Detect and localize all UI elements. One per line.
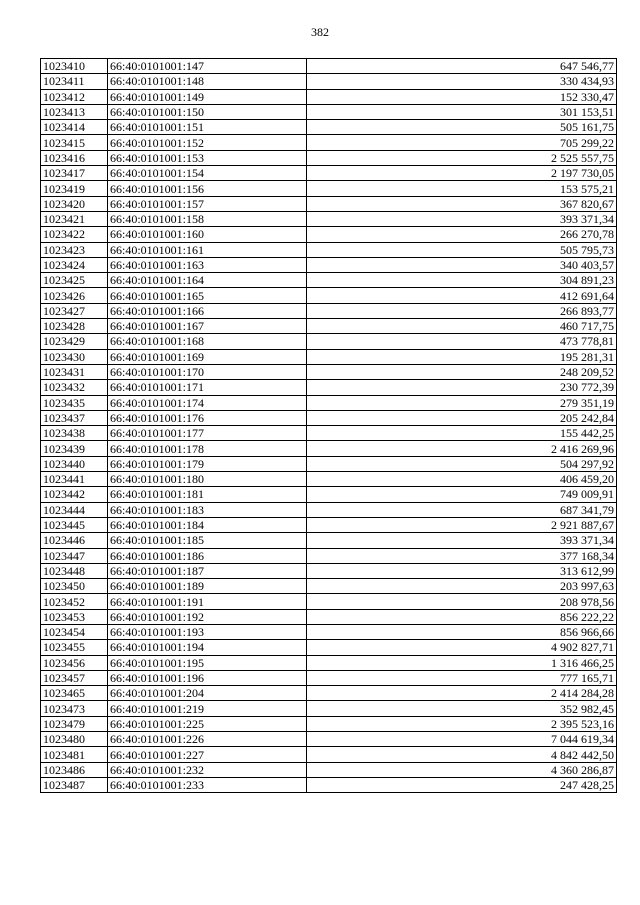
- table-row: [41, 273, 617, 288]
- record-id-cell: 1023428: [41, 319, 108, 334]
- cadastral-value-cell: 340 403,57: [307, 257, 617, 272]
- cadastral-number-cell: 66:40:0101001:150: [108, 104, 307, 119]
- record-id-cell: 1023429: [41, 334, 108, 349]
- table-row: [41, 624, 617, 639]
- record-id-cell: 1023432: [41, 380, 108, 395]
- record-id-cell: 1023416: [41, 150, 108, 165]
- cadastral-number-cell: 66:40:0101001:151: [108, 120, 307, 135]
- cadastral-number-cell: 66:40:0101001:156: [108, 181, 307, 196]
- record-id-cell: 1023424: [41, 257, 108, 272]
- table-row: [41, 502, 617, 517]
- table-row: [41, 762, 617, 777]
- table-row: [41, 257, 617, 272]
- table-row: [41, 364, 617, 379]
- cadastral-value-cell: 1 316 466,25: [307, 655, 617, 670]
- record-id-cell: 1023455: [41, 640, 108, 655]
- cadastral-value-cell: 313 612,99: [307, 563, 617, 578]
- cadastral-value-cell: 504 297,92: [307, 456, 617, 471]
- record-id-cell: 1023446: [41, 533, 108, 548]
- cadastral-value-cell: 777 165,71: [307, 670, 617, 685]
- cadastral-number-cell: 66:40:0101001:179: [108, 456, 307, 471]
- cadastral-value-cell: 2 395 523,16: [307, 716, 617, 731]
- cadastral-value-cell: 856 222,22: [307, 609, 617, 624]
- record-id-cell: 1023430: [41, 349, 108, 364]
- table-row: [41, 487, 617, 502]
- table-row: [41, 640, 617, 655]
- record-id-cell: 1023431: [41, 364, 108, 379]
- cadastral-number-cell: 66:40:0101001:149: [108, 89, 307, 104]
- cadastral-value-cell: 266 270,78: [307, 227, 617, 242]
- table-row: [41, 104, 617, 119]
- table-row: [41, 135, 617, 150]
- table-row: [41, 701, 617, 716]
- table-row: [41, 319, 617, 334]
- record-id-cell: 1023413: [41, 104, 108, 119]
- record-id-cell: 1023442: [41, 487, 108, 502]
- cadastral-number-cell: 66:40:0101001:193: [108, 624, 307, 639]
- cadastral-value-cell: 367 820,67: [307, 196, 617, 211]
- cadastral-number-cell: 66:40:0101001:174: [108, 395, 307, 410]
- cadastral-number-cell: 66:40:0101001:183: [108, 502, 307, 517]
- table-row: [41, 89, 617, 104]
- cadastral-number-cell: 66:40:0101001:192: [108, 609, 307, 624]
- cadastral-number-cell: 66:40:0101001:177: [108, 426, 307, 441]
- cadastral-number-cell: 66:40:0101001:185: [108, 533, 307, 548]
- cadastral-number-cell: 66:40:0101001:226: [108, 732, 307, 747]
- cadastral-number-cell: 66:40:0101001:170: [108, 364, 307, 379]
- cadastral-value-cell: 473 778,81: [307, 334, 617, 349]
- cadastral-value-cell: 203 997,63: [307, 579, 617, 594]
- table-row: [41, 395, 617, 410]
- cadastral-number-cell: 66:40:0101001:165: [108, 288, 307, 303]
- cadastral-value-cell: 7 044 619,34: [307, 732, 617, 747]
- cadastral-number-cell: 66:40:0101001:147: [108, 59, 307, 74]
- cadastral-number-cell: 66:40:0101001:169: [108, 349, 307, 364]
- table-row: [41, 777, 617, 792]
- table-row: [41, 211, 617, 226]
- cadastral-value-cell: 856 966,66: [307, 624, 617, 639]
- cadastral-number-cell: 66:40:0101001:153: [108, 150, 307, 165]
- record-id-cell: 1023457: [41, 670, 108, 685]
- record-id-cell: 1023417: [41, 166, 108, 181]
- cadastral-number-cell: 66:40:0101001:166: [108, 303, 307, 318]
- registry-table: [40, 58, 617, 793]
- cadastral-number-cell: 66:40:0101001:168: [108, 334, 307, 349]
- table-row: [41, 548, 617, 563]
- record-id-cell: 1023447: [41, 548, 108, 563]
- table-row: [41, 242, 617, 257]
- cadastral-number-cell: 66:40:0101001:164: [108, 273, 307, 288]
- record-id-cell: 1023481: [41, 747, 108, 762]
- table-row: [41, 166, 617, 181]
- cadastral-number-cell: 66:40:0101001:194: [108, 640, 307, 655]
- record-id-cell: 1023454: [41, 624, 108, 639]
- record-id-cell: 1023422: [41, 227, 108, 242]
- cadastral-value-cell: 377 168,34: [307, 548, 617, 563]
- cadastral-number-cell: 66:40:0101001:225: [108, 716, 307, 731]
- cadastral-number-cell: 66:40:0101001:196: [108, 670, 307, 685]
- record-id-cell: 1023456: [41, 655, 108, 670]
- cadastral-value-cell: 266 893,77: [307, 303, 617, 318]
- cadastral-value-cell: 460 717,75: [307, 319, 617, 334]
- table-row: [41, 732, 617, 747]
- table-row: [41, 196, 617, 211]
- cadastral-value-cell: 330 434,93: [307, 74, 617, 89]
- cadastral-number-cell: 66:40:0101001:180: [108, 472, 307, 487]
- record-id-cell: 1023487: [41, 777, 108, 792]
- cadastral-number-cell: 66:40:0101001:152: [108, 135, 307, 150]
- cadastral-number-cell: 66:40:0101001:181: [108, 487, 307, 502]
- table-row: [41, 227, 617, 242]
- cadastral-number-cell: 66:40:0101001:227: [108, 747, 307, 762]
- cadastral-number-cell: 66:40:0101001:195: [108, 655, 307, 670]
- record-id-cell: 1023426: [41, 288, 108, 303]
- table-row: [41, 441, 617, 456]
- cadastral-value-cell: 647 546,77: [307, 59, 617, 74]
- cadastral-value-cell: 4 842 442,50: [307, 747, 617, 762]
- cadastral-number-cell: 66:40:0101001:187: [108, 563, 307, 578]
- record-id-cell: 1023410: [41, 59, 108, 74]
- record-id-cell: 1023419: [41, 181, 108, 196]
- cadastral-number-cell: 66:40:0101001:154: [108, 166, 307, 181]
- record-id-cell: 1023437: [41, 410, 108, 425]
- table-row: [41, 472, 617, 487]
- cadastral-value-cell: 2 525 557,75: [307, 150, 617, 165]
- cadastral-number-cell: 66:40:0101001:232: [108, 762, 307, 777]
- record-id-cell: 1023435: [41, 395, 108, 410]
- table-row: [41, 533, 617, 548]
- record-id-cell: 1023486: [41, 762, 108, 777]
- cadastral-value-cell: 2 416 269,96: [307, 441, 617, 456]
- cadastral-value-cell: 279 351,19: [307, 395, 617, 410]
- cadastral-value-cell: 301 153,51: [307, 104, 617, 119]
- table-row: [41, 120, 617, 135]
- cadastral-value-cell: 352 982,45: [307, 701, 617, 716]
- cadastral-number-cell: 66:40:0101001:163: [108, 257, 307, 272]
- table-row: [41, 288, 617, 303]
- cadastral-number-cell: 66:40:0101001:184: [108, 517, 307, 532]
- table-row: [41, 334, 617, 349]
- cadastral-number-cell: 66:40:0101001:219: [108, 701, 307, 716]
- table-row: [41, 594, 617, 609]
- cadastral-number-cell: 66:40:0101001:233: [108, 777, 307, 792]
- record-id-cell: 1023425: [41, 273, 108, 288]
- cadastral-number-cell: 66:40:0101001:191: [108, 594, 307, 609]
- record-id-cell: 1023414: [41, 120, 108, 135]
- cadastral-number-cell: 66:40:0101001:176: [108, 410, 307, 425]
- record-id-cell: 1023420: [41, 196, 108, 211]
- cadastral-value-cell: 393 371,34: [307, 533, 617, 548]
- record-id-cell: 1023473: [41, 701, 108, 716]
- table-row: [41, 456, 617, 471]
- cadastral-value-cell: 304 891,23: [307, 273, 617, 288]
- cadastral-number-cell: 66:40:0101001:204: [108, 686, 307, 701]
- cadastral-number-cell: 66:40:0101001:186: [108, 548, 307, 563]
- record-id-cell: 1023411: [41, 74, 108, 89]
- table-row: [41, 563, 617, 578]
- record-id-cell: 1023421: [41, 211, 108, 226]
- registry-table-body: [41, 59, 617, 793]
- cadastral-value-cell: 208 978,56: [307, 594, 617, 609]
- cadastral-value-cell: 705 299,22: [307, 135, 617, 150]
- table-row: [41, 670, 617, 685]
- table-row: [41, 410, 617, 425]
- record-id-cell: 1023480: [41, 732, 108, 747]
- cadastral-value-cell: 687 341,79: [307, 502, 617, 517]
- table-row: [41, 426, 617, 441]
- record-id-cell: 1023450: [41, 579, 108, 594]
- cadastral-value-cell: 505 161,75: [307, 120, 617, 135]
- cadastral-value-cell: 153 575,21: [307, 181, 617, 196]
- table-row: [41, 655, 617, 670]
- table-row: [41, 686, 617, 701]
- cadastral-number-cell: 66:40:0101001:161: [108, 242, 307, 257]
- record-id-cell: 1023452: [41, 594, 108, 609]
- cadastral-value-cell: 155 442,25: [307, 426, 617, 441]
- cadastral-value-cell: 248 209,52: [307, 364, 617, 379]
- cadastral-value-cell: 749 009,91: [307, 487, 617, 502]
- table-row: [41, 380, 617, 395]
- page-number: 382: [311, 25, 329, 39]
- record-id-cell: 1023441: [41, 472, 108, 487]
- table-row: [41, 609, 617, 624]
- cadastral-value-cell: 205 242,84: [307, 410, 617, 425]
- cadastral-value-cell: 2 197 730,05: [307, 166, 617, 181]
- table-row: [41, 349, 617, 364]
- cadastral-number-cell: 66:40:0101001:158: [108, 211, 307, 226]
- record-id-cell: 1023440: [41, 456, 108, 471]
- table-row: [41, 716, 617, 731]
- table-row: [41, 74, 617, 89]
- record-id-cell: 1023438: [41, 426, 108, 441]
- table-row: [41, 150, 617, 165]
- record-id-cell: 1023412: [41, 89, 108, 104]
- record-id-cell: 1023479: [41, 716, 108, 731]
- record-id-cell: 1023427: [41, 303, 108, 318]
- cadastral-value-cell: 152 330,47: [307, 89, 617, 104]
- cadastral-value-cell: 247 428,25: [307, 777, 617, 792]
- record-id-cell: 1023439: [41, 441, 108, 456]
- cadastral-number-cell: 66:40:0101001:157: [108, 196, 307, 211]
- record-id-cell: 1023453: [41, 609, 108, 624]
- cadastral-number-cell: 66:40:0101001:189: [108, 579, 307, 594]
- record-id-cell: 1023465: [41, 686, 108, 701]
- table-row: [41, 303, 617, 318]
- cadastral-value-cell: 2 414 284,28: [307, 686, 617, 701]
- table-row: [41, 517, 617, 532]
- record-id-cell: 1023415: [41, 135, 108, 150]
- record-id-cell: 1023448: [41, 563, 108, 578]
- record-id-cell: 1023445: [41, 517, 108, 532]
- cadastral-value-cell: 4 360 286,87: [307, 762, 617, 777]
- cadastral-value-cell: 4 902 827,71: [307, 640, 617, 655]
- cadastral-number-cell: 66:40:0101001:148: [108, 74, 307, 89]
- cadastral-number-cell: 66:40:0101001:160: [108, 227, 307, 242]
- cadastral-value-cell: 505 795,73: [307, 242, 617, 257]
- cadastral-value-cell: 412 691,64: [307, 288, 617, 303]
- cadastral-value-cell: 230 772,39: [307, 380, 617, 395]
- cadastral-number-cell: 66:40:0101001:167: [108, 319, 307, 334]
- cadastral-value-cell: 393 371,34: [307, 211, 617, 226]
- cadastral-number-cell: 66:40:0101001:171: [108, 380, 307, 395]
- table-row: [41, 579, 617, 594]
- cadastral-value-cell: 406 459,20: [307, 472, 617, 487]
- cadastral-value-cell: 2 921 887,67: [307, 517, 617, 532]
- table-row: [41, 747, 617, 762]
- cadastral-value-cell: 195 281,31: [307, 349, 617, 364]
- record-id-cell: 1023423: [41, 242, 108, 257]
- table-row: [41, 181, 617, 196]
- record-id-cell: 1023444: [41, 502, 108, 517]
- table-row: [41, 59, 617, 74]
- cadastral-number-cell: 66:40:0101001:178: [108, 441, 307, 456]
